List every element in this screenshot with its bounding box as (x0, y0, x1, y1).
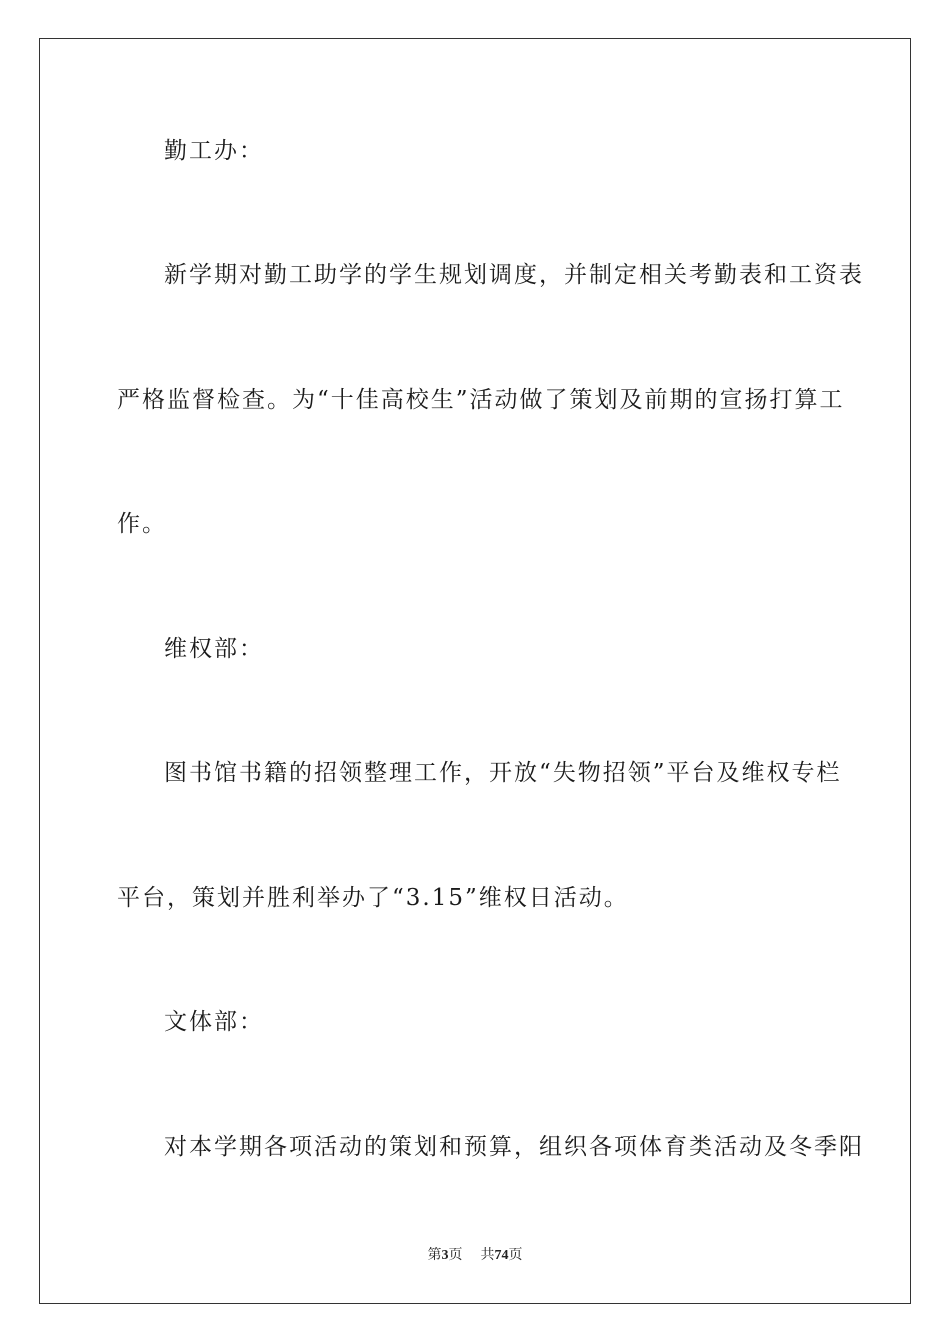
paragraph-line: 作。 (117, 511, 167, 537)
paragraph-line: 新学期对勤工助学的学生规划调度，并制定相关考勤表和工资表 (164, 262, 864, 288)
section-heading-qingong: 勤工办： (164, 138, 264, 164)
total-pages: 74 (494, 1248, 509, 1263)
paragraph-line: 平台，策划并胜利举办了“3.15”维权日活动。 (117, 885, 629, 911)
section-heading-weiquan: 维权部： (164, 636, 264, 662)
paragraph-line: 图书馆书籍的招领整理工作，开放“失物招领”平台及维权专栏 (164, 760, 842, 786)
section-heading-wenti: 文体部： (164, 1009, 264, 1035)
page-border (39, 38, 911, 1304)
page-number: 3 (441, 1248, 449, 1263)
total-prefix: 共 (480, 1248, 495, 1263)
page-suffix: 页 (448, 1248, 463, 1263)
page-footer (0, 1247, 950, 1265)
page-prefix: 第 (427, 1248, 442, 1263)
paragraph-line: 对本学期各项活动的策划和预算，组织各项体育类活动及冬季阳 (164, 1134, 864, 1160)
total-suffix: 页 (508, 1248, 523, 1263)
paragraph-line: 严格监督检查。为“十佳高校生”活动做了策划及前期的宣扬打算工 (117, 387, 845, 413)
